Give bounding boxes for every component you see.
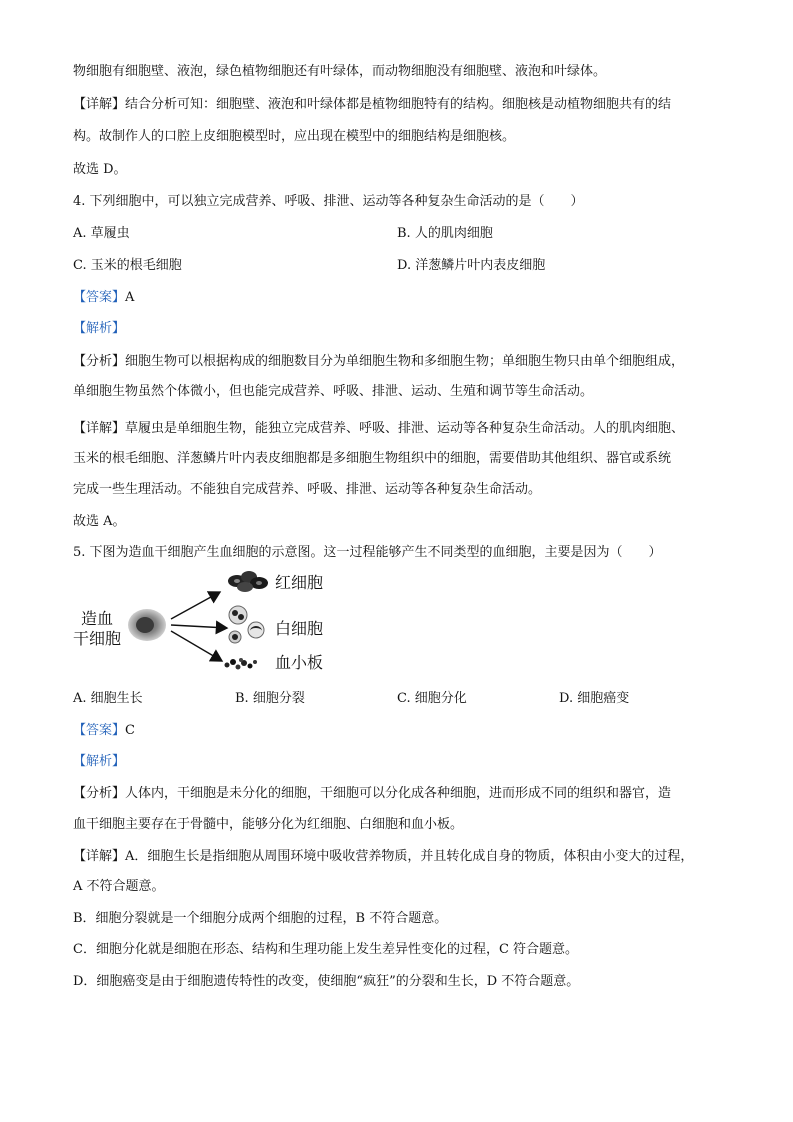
red-blood-cells-icon [228,571,268,592]
q4-option-b: B. 人的肌肉细胞 [397,226,493,241]
q4-xiangjie-line-1: 【详解】草履虫是单细胞生物，能独立完成营养、呼吸、排泄、运动等各种复杂生命活动。人的肌肉细胞、 [73,421,685,436]
q5-option-b-explanation: B．细胞分裂就是一个细胞分成两个细胞的过程，B 不符合题意。 [73,911,448,926]
q5-xiangjie-line-1: 【详解】A．细胞生长是指细胞从周围环境中吸收营养物质，并且转化成自身的物质，体积由小变大的过程， [73,849,694,864]
arrow-to-rbc-icon [171,592,220,619]
q4-analysis-tag: 【解析】 [73,321,126,336]
q4-option-a: A. 草履虫 [73,226,130,241]
figure-source-label-2: 干细胞 [73,629,122,648]
answer-tag: 【答案】 [73,723,126,738]
q4-option-c: C. 玉米的根毛细胞 [73,258,182,273]
q4-option-d: D. 洋葱鳞片叶内表皮细胞 [397,258,546,273]
stem-cell-icon [128,609,166,641]
answer-value: A [125,290,135,305]
q5-option-b: B. 细胞分裂 [235,691,305,706]
answer-value: C [125,723,135,738]
q5-analysis-tag: 【解析】 [73,754,126,769]
wbc-label: 白细胞 [275,619,324,638]
q4-xiangjie-line-2: 玉米的根毛细胞、洋葱鳞片叶内表皮细胞都是多细胞生物组织中的细胞，需要借助其他组织、器官或系统 [73,451,672,466]
platelet-label: 血小板 [275,653,324,672]
q5-option-c-explanation: C．细胞分化就是细胞在形态、结构和生理功能上发生差异性变化的过程，C 符合题意。 [73,942,579,957]
text-line: 【详解】结合分析可知：细胞壁、液泡和叶绿体都是植物细胞特有的结构。细胞核是动植物细胞共有的结 [73,97,672,112]
q4-answer [73,288,134,308]
q5-option-a: A. 细胞生长 [73,691,143,706]
q4-fenxi-line-2: 单细胞生物虽然个体微小，但也能完成营养、呼吸、排泄、运动、生殖和调节等生命活动。 [73,384,594,399]
rbc-label: 红细胞 [275,573,324,592]
q4-conclusion: 故选 A。 [73,514,126,529]
q5-option-d-explanation: D．细胞癌变是由于细胞遗传特性的改变，使细胞“疯狂”的分裂和生长，D 不符合题意。 [73,974,580,989]
q5-option-d: D. 细胞癌变 [559,691,630,706]
q4-xiangjie-line-3: 完成一些生理活动。不能独自完成营养、呼吸、排泄、运动等各种复杂生命活动。 [73,482,542,497]
fenxi-tag: 【分析】 [73,354,126,369]
white-blood-cells-icon [229,606,264,643]
q4-fenxi-line [73,352,684,372]
stem-cell-figure [73,565,373,685]
platelets-icon [225,658,258,670]
question-4-stem: 4. 下列细胞中，可以独立完成营养、呼吸、排泄、运动等各种复杂生命活动的是（ ） [73,194,584,209]
question-5-stem: 5. 下图为造血干细胞产生血细胞的示意图。这一过程能够产生不同类型的血细胞，主要是因为（ ） [73,545,662,560]
conclusion-line: 故选 D。 [73,162,127,177]
figure-source-label-1: 造血 [81,609,114,628]
fenxi-text: 细胞生物可以根据构成的细胞数目分为单细胞生物和多细胞生物；单细胞生物只由单个细胞组成， [125,354,685,369]
arrow-to-platelet-icon [171,631,222,661]
arrow-to-wbc-icon [171,625,227,628]
q5-fenxi-line-2: 血干细胞主要存在于骨髓中，能够分化为红细胞、白细胞和血小板。 [73,817,464,832]
fenxi-text: 人体内，干细胞是未分化的细胞，干细胞可以分化成各种细胞，进而形成不同的组织和器官，造 [125,786,672,801]
text-line: 构。故制作人的口腔上皮细胞模型时，应出现在模型中的细胞结构是细胞核。 [73,129,516,144]
q5-option-c: C. 细胞分化 [397,691,467,706]
fenxi-tag: 【分析】 [73,786,126,801]
answer-tag: 【答案】 [73,290,126,305]
q5-fenxi-line [73,784,671,804]
q5-xiangjie-line-2: A 不符合题意。 [73,879,165,894]
q5-answer [73,721,135,741]
text-line: 物细胞有细胞壁、液泡，绿色植物细胞还有叶绿体，而动物细胞没有细胞壁、液泡和叶绿体。 [73,64,607,79]
